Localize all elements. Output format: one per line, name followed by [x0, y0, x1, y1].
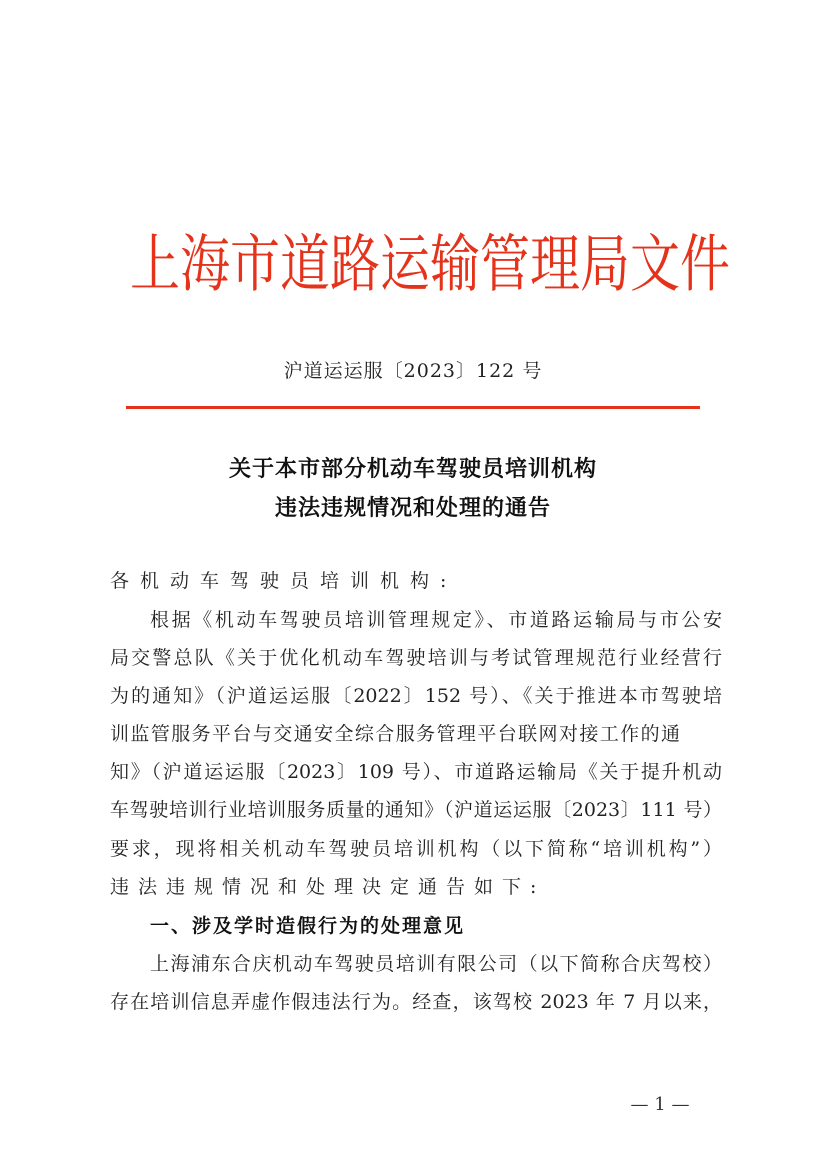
- page-number: — 1 —: [630, 1094, 690, 1115]
- salutation: 各机动车驾驶员培训机构:: [110, 570, 458, 592]
- body-line: 违法违规情况和处理决定通告如下:: [110, 876, 546, 898]
- body-line: 存在培训信息弄虚作假违法行为。经查，该驾校 2023 年 7 月以来，: [110, 991, 722, 1013]
- body-line: 要求，现将相关机动车驾驶员培训机构（以下简称“培训机构”）: [110, 838, 722, 860]
- agency-header-title: 上海市道路运输管理局文件: [130, 227, 730, 301]
- notice-title-line-2: 违法违规情况和处理的通告: [274, 496, 551, 521]
- body-line: 根据《机动车驾驶员培训管理规定》、市道路运输局与市公安: [150, 609, 722, 631]
- document-number: 沪道运运服〔2023〕122 号: [283, 360, 543, 382]
- body-line: 车驾驶培训行业培训服务质量的通知》（沪道运运服〔2023〕111 号）: [110, 799, 722, 821]
- body-line: 知》（沪道运运服〔2023〕109 号）、市道路运输局《关于提升机动: [110, 761, 722, 783]
- body-line: 局交警总队《关于优化机动车驾驶培训与考试管理规范行业经营行: [110, 647, 722, 669]
- section-heading-1: 一、涉及学时造假行为的处理意见: [150, 915, 466, 937]
- red-divider-line: [126, 406, 700, 409]
- notice-title-line-1: 关于本市部分机动车驾驶员培训机构: [228, 457, 597, 482]
- body-line: 上海浦东合庆机动车驾驶员培训有限公司（以下简称合庆驾校）: [150, 953, 722, 975]
- body-line: 为的通知》（沪道运运服〔2022〕152 号）、《关于推进本市驾驶培: [110, 685, 722, 707]
- body-line: 训监管服务平台与交通安全综合服务管理平台联网对接工作的通: [110, 723, 680, 745]
